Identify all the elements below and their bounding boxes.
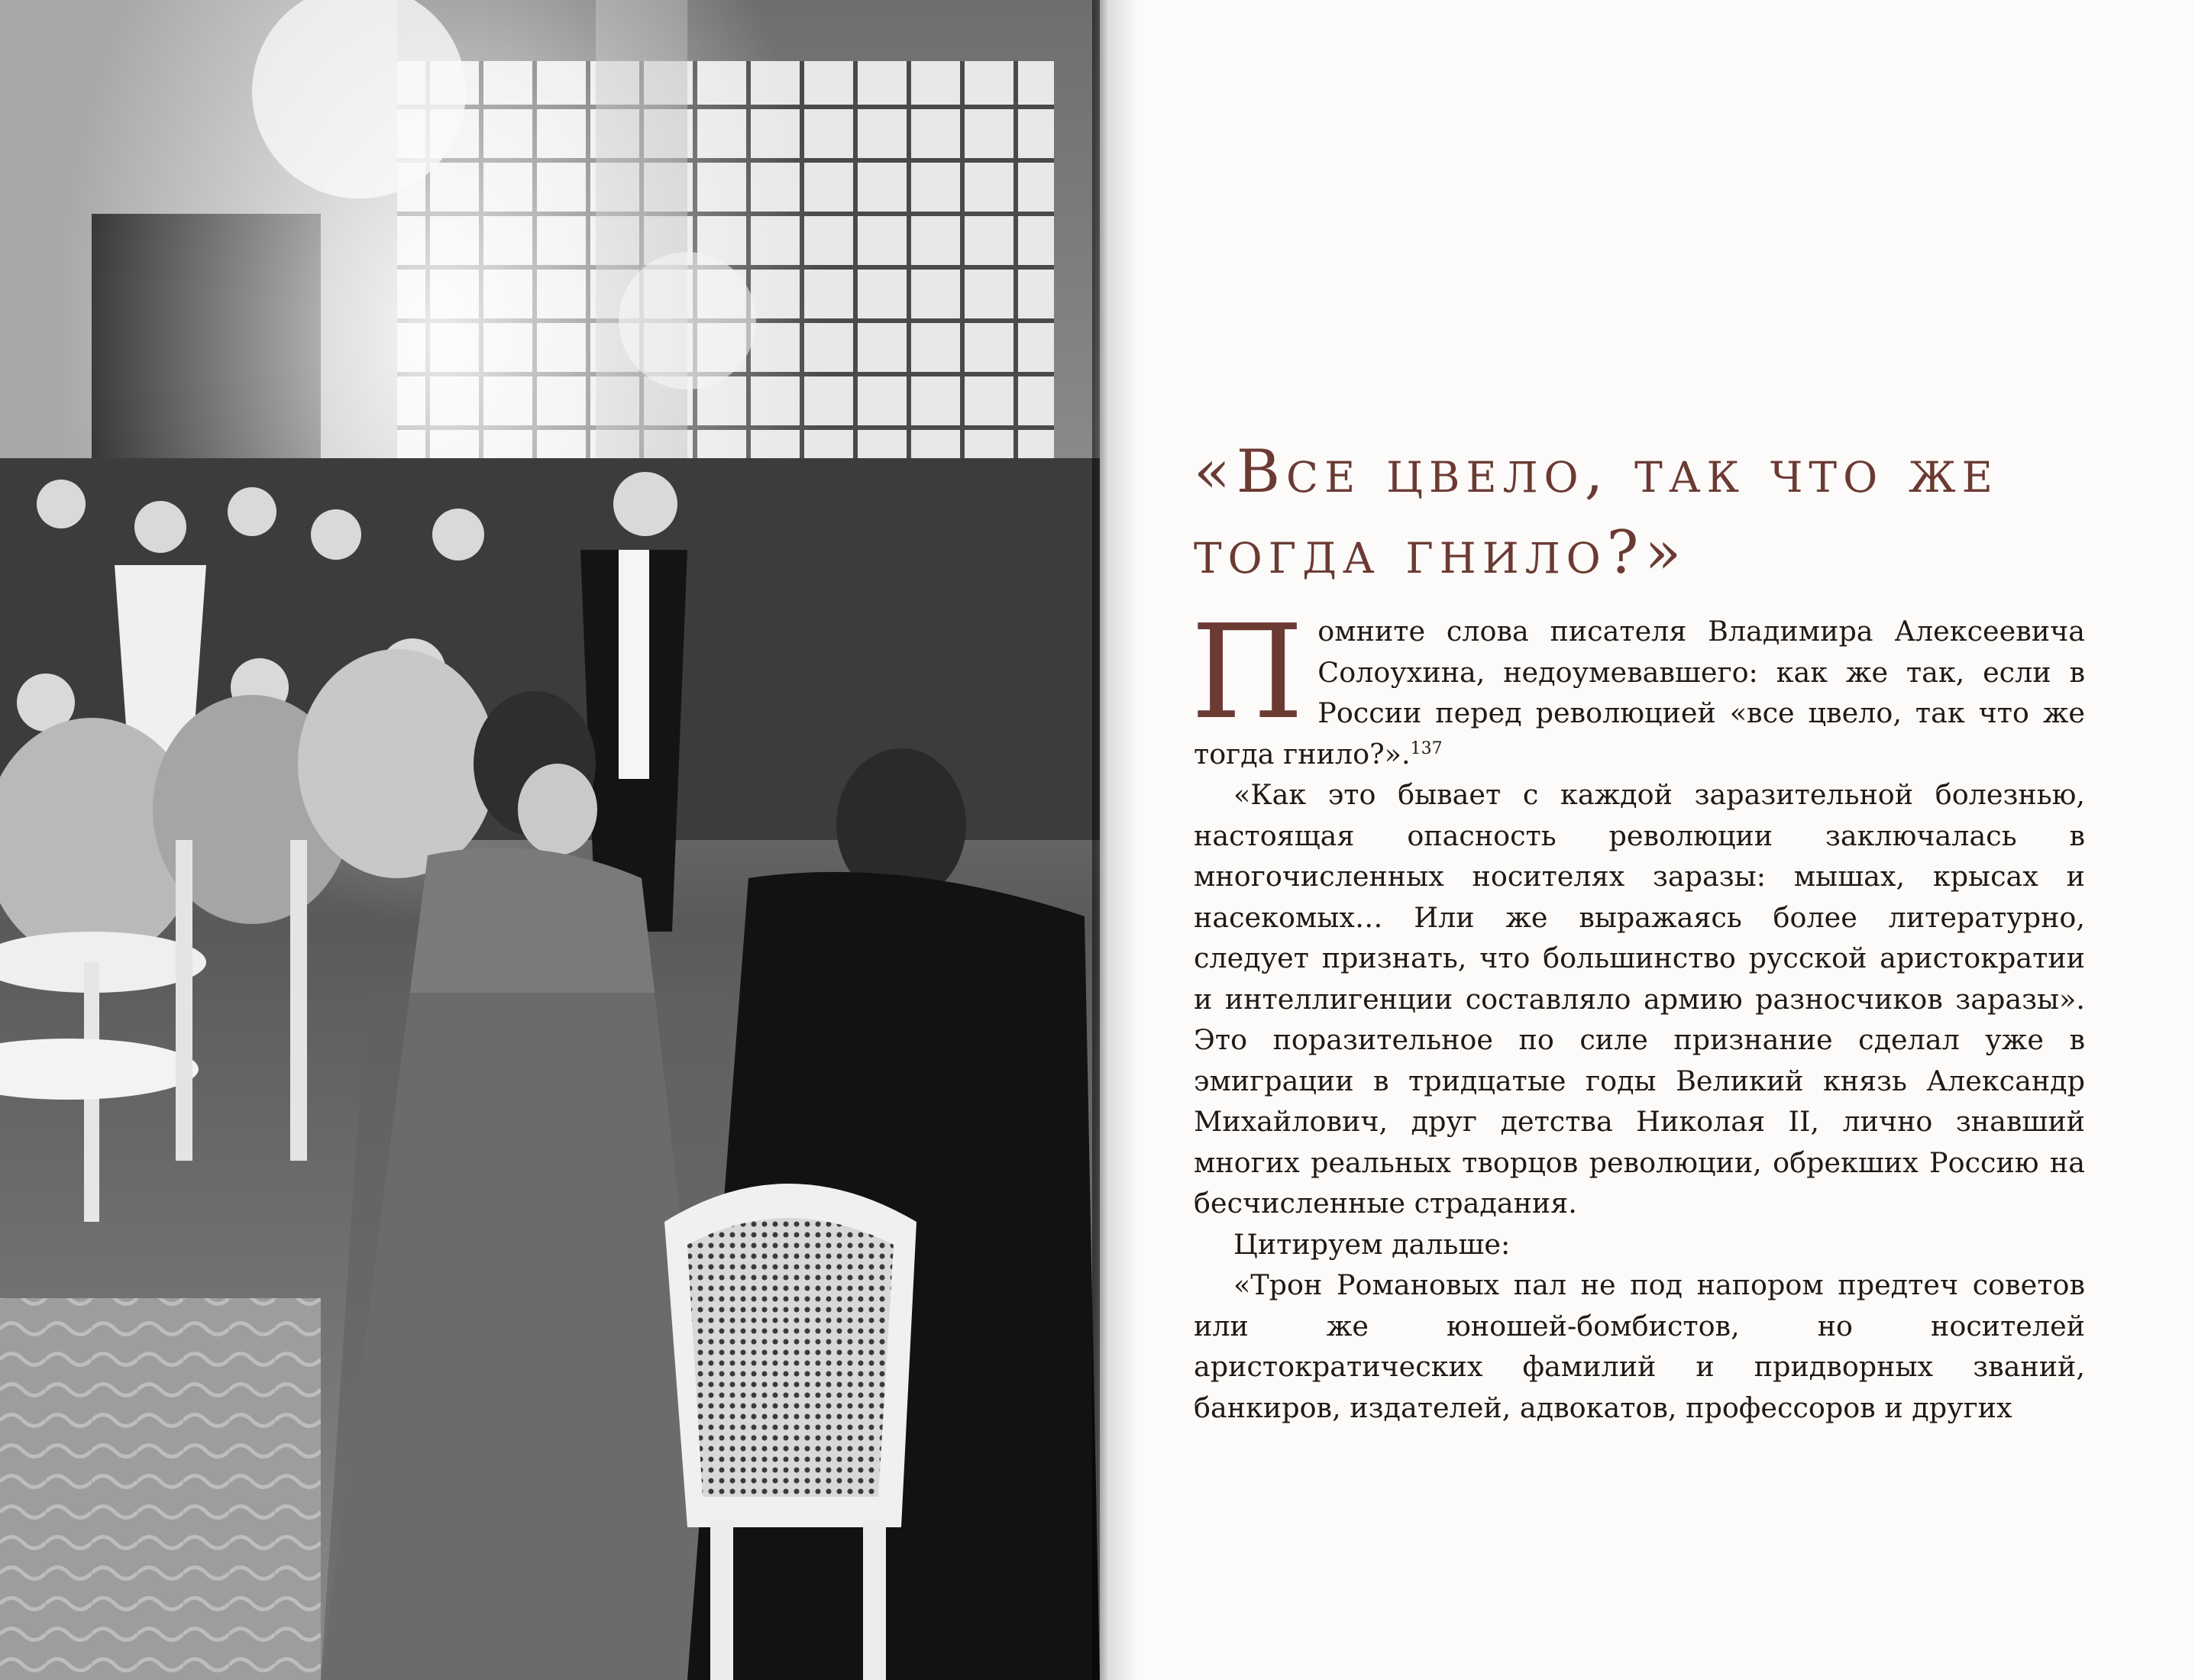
paragraph-1-text: омните слова писателя Владимира Алексеевича Солоухина, недоумевавшего: как же так, если в России перед революцией «все цвело, так что же тогда гнило?». [1194,615,2085,771]
paragraph-4: «Трон Романовых пал не под напором предтеч советов или же юношей-бомбистов, но носителей аристократических фамилий и придворных званий, банкиров, издателей, адвокатов, профессоров и других [1194,1268,2085,1424]
paragraph-2: «Как это бывает с каждой заразительной болезнью, настоящая опасность революции заключалась в многочисленных носителях заразы: мышах, крысах и насекомых… Или же выражаясь более литературно, следует признать, что большинство русской аристократии и интеллигенции составляло армию разносчиков заразы». Это поразительное по силе признание сделал уже в эмиграции в тридцатые годы Великий князь Александр Михайлович, друг детства Николая II, лично знавший многих реальных творцов революции, обрекших Россию на бесчисленные страдания. [1194,778,2085,1220]
paragraph-3: Цитируем дальше: [1233,1227,1511,1261]
chapter-title: «Все цвело, так что же тогда гнило?» [1194,438,1999,587]
page-gutter-shadow [1092,0,1138,1680]
drop-cap: П [1191,597,1304,748]
footnote-marker[interactable]: 137 [1410,738,1443,758]
paragraph-1 [1191,597,2085,774]
body-text [1191,597,2085,1428]
